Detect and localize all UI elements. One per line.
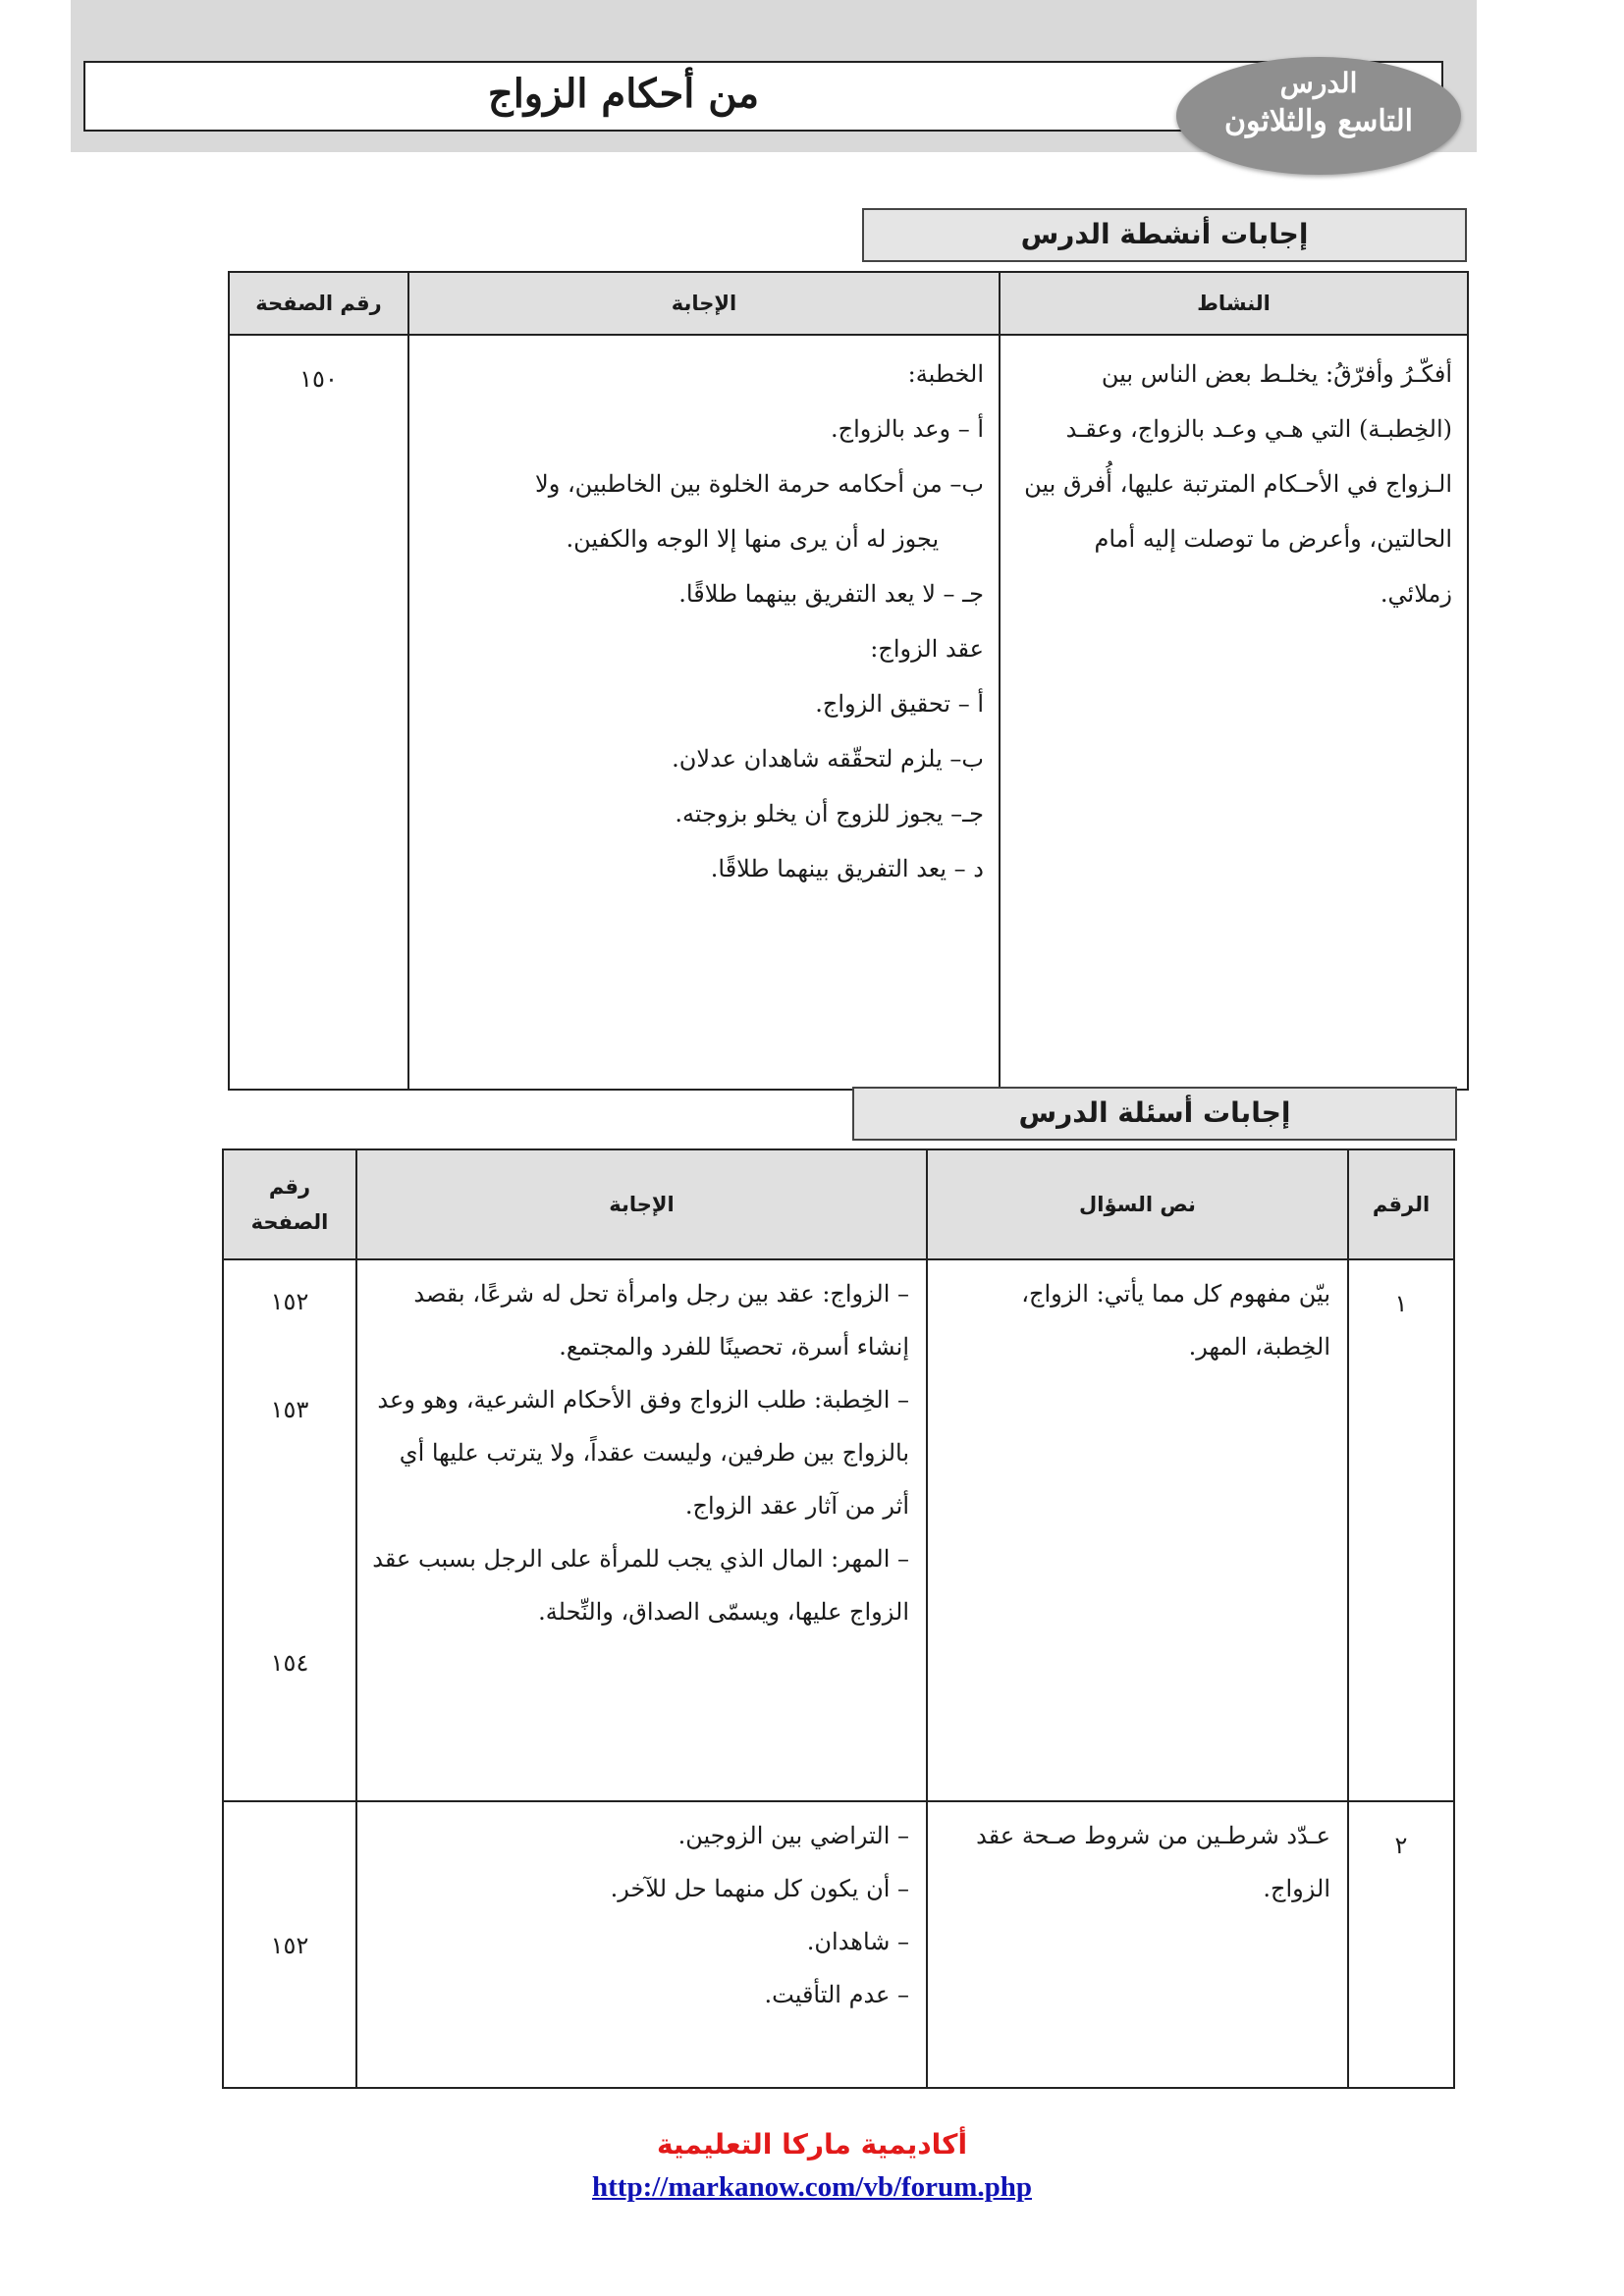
answer-text: – الزواج: عقد بين رجل وامرأة تحل له شرعًا، بقصد إنشاء أسرة، تحصينًا للفرد والمجتمع. – الخِطبة: طلب الزواج وفق الأحكام الشرعية، وهو وعد بالزواج بين طرفين، وليست عقداً، ولا يترتب عليها أي أثر من آثار عقد الزواج. – المهر: المال الذي يجب للمرأة على الرجل بسبب عقد الزواج عليها، ويسمّى الصداق، والنِّحلة. bbox=[372, 1280, 909, 1626]
activities-heading: إجابات أنشطة الدرس bbox=[862, 208, 1467, 262]
page-cell bbox=[223, 1259, 356, 1801]
page-cell bbox=[229, 335, 408, 1090]
activities-table bbox=[228, 271, 1469, 1091]
page-number: ١٥٢ bbox=[270, 1288, 309, 1315]
lesson-label: الدرس bbox=[1279, 67, 1358, 99]
column-header-page-label: رقم الصفحة bbox=[250, 1175, 329, 1234]
answer-cell bbox=[356, 1259, 927, 1801]
column-header-answer: الإجابة bbox=[408, 272, 1000, 335]
table-row bbox=[229, 335, 1468, 1090]
question-number-cell bbox=[1348, 1801, 1454, 2088]
table-header-row bbox=[223, 1149, 1454, 1259]
page-cell bbox=[223, 1801, 356, 2088]
questions-table bbox=[222, 1148, 1455, 2089]
questions-heading: إجابات أسئلة الدرس bbox=[852, 1087, 1457, 1141]
table-row bbox=[223, 1259, 1454, 1801]
page-number: ١٥٢ bbox=[270, 1932, 309, 1959]
answer-cell bbox=[356, 1801, 927, 2088]
lesson-number: التاسع والثلاثون bbox=[1223, 104, 1413, 138]
question-number-cell bbox=[1348, 1259, 1454, 1801]
column-header-answer: الإجابة bbox=[356, 1149, 927, 1259]
question-text: عـدّد شرطـين من شروط صـحة عقد الزواج. bbox=[968, 1822, 1330, 1902]
activity-text: أفكّـرُ وأفرّقُ: يخلـط بعض الناس بين (الخِطبـة) التي هـي وعـد بالزواج، وعقـد الـزواج في الأحـكام المترتبة عليها، أُفرق بين الحالتين، وأعرض ما توصلت إليه أمام زملائي. bbox=[1016, 360, 1452, 608]
column-header-number: الرقم bbox=[1348, 1149, 1454, 1259]
activity-cell bbox=[1000, 335, 1468, 1090]
question-cell bbox=[927, 1259, 1348, 1801]
column-header-page bbox=[223, 1149, 356, 1259]
page-title: من أحكام الزواج bbox=[487, 71, 760, 117]
question-text: بيّن مفهوم كل مما يأتي: الزواج، الخِطبة، المهر. bbox=[1013, 1280, 1330, 1361]
answer-text: – التراضي بين الزوجين. – أن يكون كل منهما حل للآخر. – شاهدان. – عدم التأقيت. bbox=[610, 1822, 909, 2008]
answer-text: الخطبة: أ – وعد بالزواج. ب– من أحكامه حرمة الخلوة بين الخاطبين، ولا يجوز له أن يرى منها إلا الوجه والكفين. جـ – لا يعد التفريق بينهما طلاقًا. عقد الزواج: أ – تحقيق الزواج. ب– يلزم لتحقّقه شاهدان عدلان. جـ– يجوز للزوج أن يخلو بزوجته. د – يعد التفريق بينهما طلاقًا. bbox=[535, 360, 984, 882]
column-header-activity: النشاط bbox=[1000, 272, 1468, 335]
footer-link[interactable]: http://markanow.com/vb/forum.php bbox=[592, 2171, 1032, 2203]
question-number: ١ bbox=[1394, 1290, 1408, 1317]
question-number: ٢ bbox=[1394, 1832, 1408, 1859]
footer-academy: أكاديمية ماركا التعليمية bbox=[656, 2128, 968, 2161]
page-number: ١٥٠ bbox=[299, 365, 338, 393]
table-row bbox=[223, 1801, 1454, 2088]
question-cell bbox=[927, 1801, 1348, 2088]
page-number: ١٥٤ bbox=[270, 1649, 309, 1677]
table-header-row bbox=[229, 272, 1468, 335]
column-header-question: نص السؤال bbox=[927, 1149, 1348, 1259]
answer-cell bbox=[408, 335, 1000, 1090]
page-number: ١٥٣ bbox=[270, 1396, 309, 1423]
column-header-page: رقم الصفحة bbox=[229, 272, 408, 335]
lesson-badge bbox=[1176, 57, 1461, 175]
